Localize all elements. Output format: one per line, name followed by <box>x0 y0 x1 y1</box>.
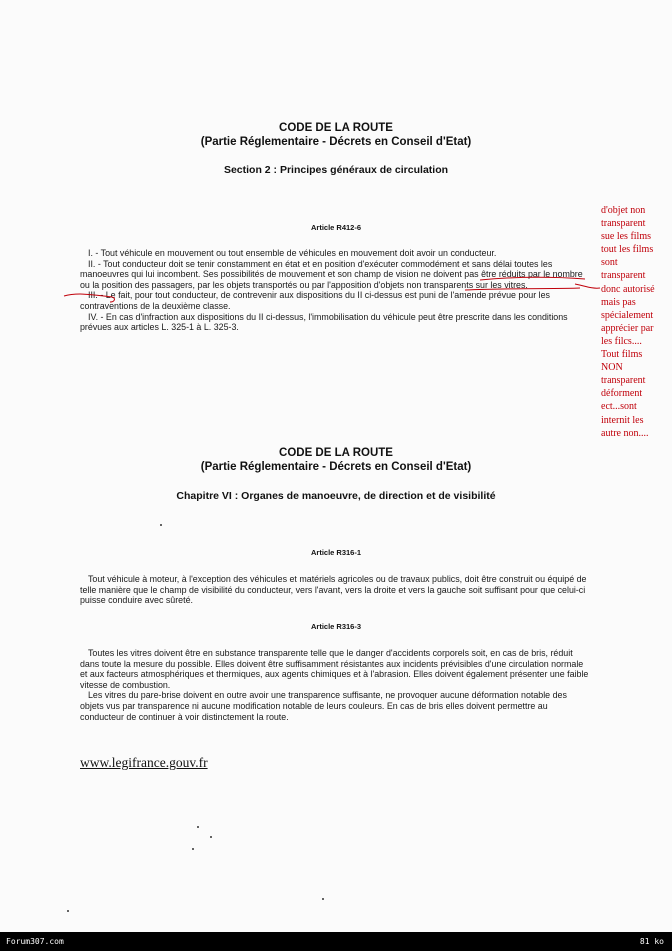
paragraph: Toutes les vitres doivent être en substance transparente telle que le danger d'accidents corporels soit, en cas de bris, réduit dans toute la mesure du possible. Elles doivent être suffisamment résistantes aux incidents prévisibles d'une circulation normale et aux facteurs atmosphériques et thermiques, aux agents chimiques et à l'abrasion. Elles doivent également présenter une faible vitesse de combustion. <box>80 648 589 690</box>
note-line: internit les <box>601 414 644 426</box>
scan-speck <box>160 524 162 526</box>
paragraph-2: II. - Tout conducteur doit se tenir constamment en état et en position d'exécuter commodément et sans délai toutes les manoeuvres qui lui incombent. Ses possibilités de mouvement et son champ de vision ne doivent pas être réduits par le nombre ou la position des passagers, par les objets transportés ou par l'apposition d'objets non transparents sur les vitres. <box>80 258 583 290</box>
paragraph-1: I. - Tout véhicule en mouvement ou tout ensemble de véhicules en mouvement doit avoir un conducteur. <box>88 248 497 258</box>
scan-speck <box>197 826 199 828</box>
article-r316-3-heading: Article R316-3 <box>310 622 362 631</box>
legifrance-source-link[interactable]: www.legifrance.gouv.fr <box>80 755 208 770</box>
doc-subtitle-1: (Partie Réglementaire - Décrets en Conseil d'Etat) <box>200 136 472 148</box>
forum-footer-bar <box>0 932 672 951</box>
note-line: apprécier par <box>601 322 654 334</box>
note-line: donc autorisé <box>601 283 655 295</box>
chapter-heading: Chapitre VI : Organes de manoeuvre, de direction et de visibilité <box>176 490 496 502</box>
footer-file-size: 81 ko <box>639 937 664 946</box>
note-line: autre non.... <box>601 427 649 439</box>
note-line: d'objet non <box>601 205 646 216</box>
scan-speck <box>322 898 324 900</box>
note-line: NON <box>601 362 623 374</box>
note-line: les filcs.... <box>601 335 642 347</box>
section-heading: Section 2 : Principes généraux de circulation <box>223 164 449 176</box>
paragraph: Tout véhicule à moteur, à l'exception des véhicules et matériels agricoles ou de travaux publics, doit être construit ou équipé de telle manière que le champ de visibilité du conducteur, vers l'avant, vers la droite et vers la gauche soit suffisant pour que celui-ci puisse conduire avec sûreté. <box>80 574 587 606</box>
doc-title-2: CODE DE LA ROUTE <box>279 447 393 459</box>
article-r316-1-body <box>80 574 592 606</box>
scan-speck <box>67 910 69 912</box>
paragraph: Les vitres du pare-brise doivent en outre avoir une transparence suffisante, ne provoquer aucune déformation notable des objets vus par transparence ni aucune modification notable de leurs couleurs. En cas de bris elles doivent permettre au conducteur de continuer à voir distinctement la route. <box>80 690 567 722</box>
note-line: tout les films <box>601 244 654 256</box>
note-line: transparent <box>601 270 646 282</box>
red-underline-annotation <box>60 262 620 312</box>
note-line: spécialement <box>601 309 654 321</box>
article-r316-1-heading: Article R316-1 <box>310 548 362 557</box>
doc-title-1: CODE DE LA ROUTE <box>279 122 393 134</box>
note-line: sont <box>601 257 618 269</box>
scan-speck <box>192 848 194 850</box>
paragraph-4: IV. - En cas d'infraction aux dispositions du II ci-dessus, l'immobilisation du véhicule peut être prescrite dans les conditions prévues aux articles L. 325-1 à L. 325-3. <box>80 311 568 333</box>
note-line: Tout films <box>601 349 643 361</box>
note-line: transparent <box>601 375 646 387</box>
note-line: sue les films <box>601 231 651 243</box>
article-r316-3-body <box>80 648 592 722</box>
doc-subtitle-2: (Partie Réglementaire - Décrets en Conseil d'Etat) <box>200 461 472 473</box>
paragraph-3: III. - Le fait, pour tout conducteur, de contrevenir aux dispositions du II ci-dessus est puni de l'amende prévue pour les contraventions de la deuxième classe. <box>80 290 550 311</box>
note-line: déforment <box>601 388 643 400</box>
note-line: ect...sont <box>601 401 637 413</box>
article-r412-6-heading: Article R412-6 <box>310 223 362 232</box>
note-line: mais pas <box>601 296 636 308</box>
scan-speck <box>210 836 212 838</box>
note-line: transparent <box>601 218 646 230</box>
handwritten-margin-note <box>601 204 655 440</box>
footer-site-name: Forum307.com <box>6 937 64 946</box>
